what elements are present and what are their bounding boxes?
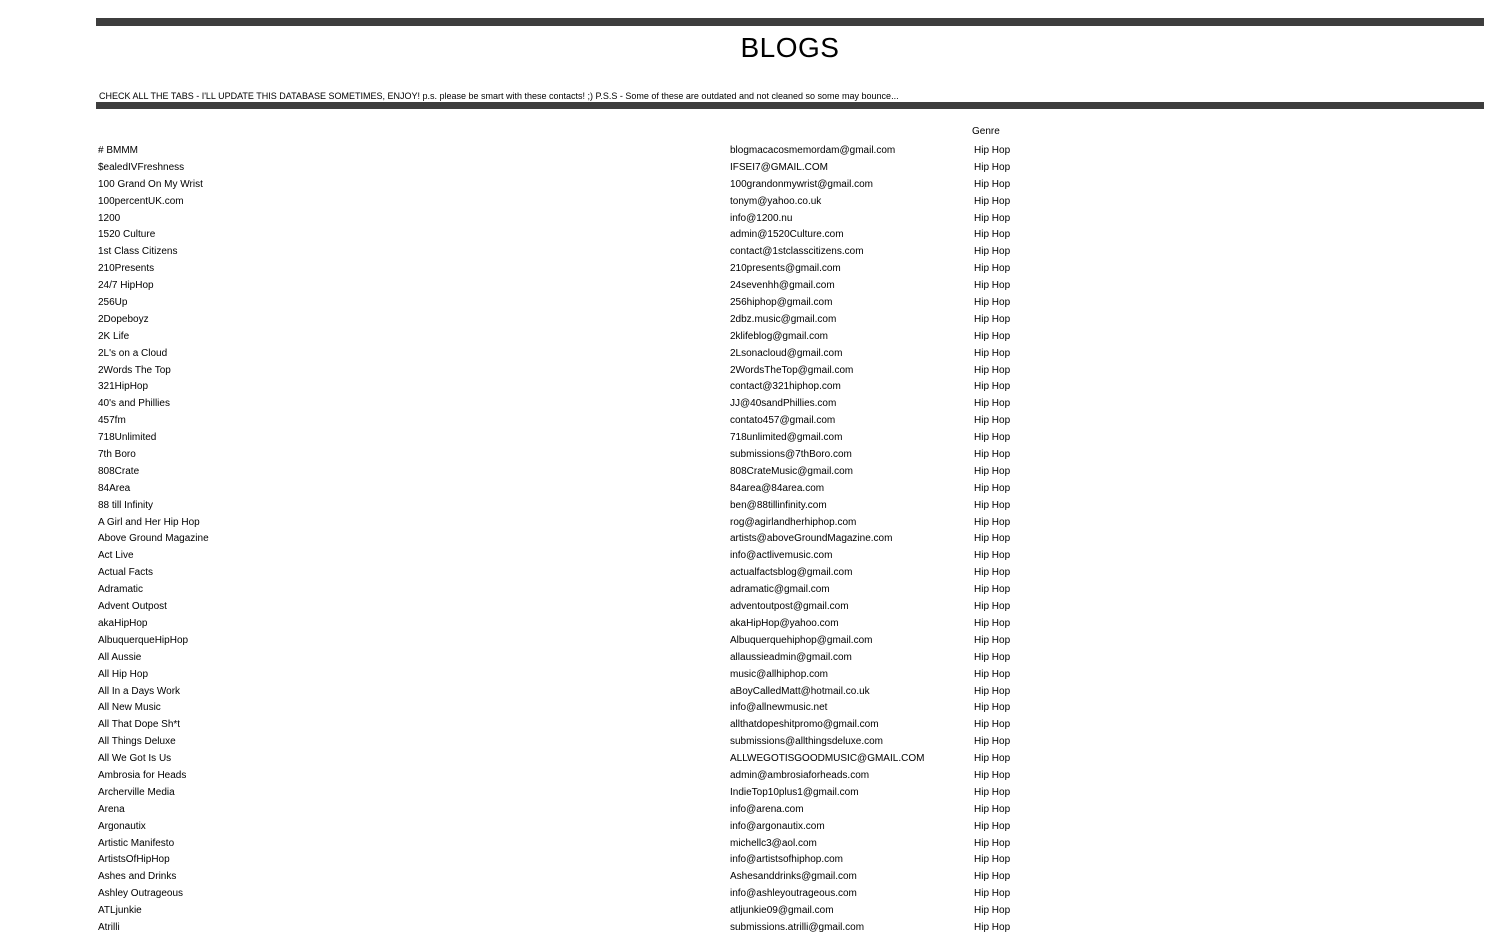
genre-cell[interactable]: Hip Hop: [974, 601, 1011, 613]
table-row[interactable]: [96, 802, 1484, 819]
blog-name-cell[interactable]: 2L's on a Cloud: [98, 347, 168, 359]
blog-name-cell[interactable]: 100percentUK.com: [98, 195, 184, 207]
genre-cell[interactable]: Hip Hop: [974, 449, 1011, 461]
genre-cell[interactable]: Hip Hop: [974, 246, 1011, 258]
blog-name-cell[interactable]: $ealedIVFreshness: [98, 161, 185, 173]
table-row[interactable]: [96, 565, 1484, 582]
email-cell[interactable]: Ashesanddrinks@gmail.com: [730, 871, 857, 883]
table-row[interactable]: [96, 869, 1484, 886]
blog-name-cell[interactable]: 718Unlimited: [98, 432, 157, 444]
genre-cell[interactable]: Hip Hop: [974, 533, 1011, 545]
table-row[interactable]: [96, 194, 1484, 211]
genre-cell[interactable]: Hip Hop: [974, 871, 1011, 883]
blog-name-cell[interactable]: ATLjunkie: [98, 905, 142, 917]
blog-name-cell[interactable]: Arena: [98, 803, 125, 815]
email-cell[interactable]: 718unlimited@gmail.com: [730, 432, 843, 444]
genre-cell[interactable]: Hip Hop: [974, 195, 1011, 207]
blog-name-cell[interactable]: 321HipHop: [98, 381, 149, 393]
email-cell[interactable]: 2klifeblog@gmail.com: [730, 330, 828, 342]
genre-cell[interactable]: Hip Hop: [974, 313, 1011, 325]
genre-cell[interactable]: Hip Hop: [974, 263, 1011, 275]
genre-cell[interactable]: Hip Hop: [974, 330, 1011, 342]
blog-name-cell[interactable]: Act Live: [98, 550, 134, 562]
email-cell[interactable]: 2WordsTheTop@gmail.com: [730, 364, 854, 376]
email-cell[interactable]: allthatdopeshitpromo@gmail.com: [730, 719, 879, 731]
email-cell[interactable]: info@actlivemusic.com: [730, 550, 833, 562]
table-row[interactable]: [96, 582, 1484, 599]
email-cell[interactable]: JJ@40sandPhillies.com: [730, 398, 837, 410]
genre-cell[interactable]: Hip Hop: [974, 921, 1011, 933]
blog-name-cell[interactable]: Adramatic: [98, 584, 144, 596]
blog-name-cell[interactable]: AlbuquerqueHipHop: [98, 634, 189, 646]
genre-cell[interactable]: Hip Hop: [974, 297, 1011, 309]
blog-name-cell[interactable]: akaHipHop: [98, 617, 148, 629]
email-cell[interactable]: aBoyCalledMatt@hotmail.co.uk: [730, 685, 870, 697]
blog-name-cell[interactable]: Ashes and Drinks: [98, 871, 177, 883]
column-header-row: [96, 126, 1484, 143]
genre-cell[interactable]: Hip Hop: [974, 516, 1011, 528]
genre-cell[interactable]: Hip Hop: [974, 685, 1011, 697]
table-row[interactable]: [96, 700, 1484, 717]
email-cell[interactable]: 2Lsonacloud@gmail.com: [730, 347, 843, 359]
table-row[interactable]: [96, 244, 1484, 261]
blog-name-cell[interactable]: A Girl and Her Hip Hop: [98, 516, 200, 528]
blog-name-cell[interactable]: All New Music: [98, 702, 161, 714]
email-cell[interactable]: akaHipHop@yahoo.com: [730, 617, 839, 629]
genre-cell[interactable]: Hip Hop: [974, 854, 1011, 866]
email-cell[interactable]: adramatic@gmail.com: [730, 584, 830, 596]
email-cell[interactable]: submissions.atrilli@gmail.com: [730, 921, 865, 933]
table-row[interactable]: [96, 667, 1484, 684]
blog-name-cell[interactable]: Above Ground Magazine: [98, 533, 209, 545]
genre-cell[interactable]: Hip Hop: [974, 550, 1011, 562]
genre-cell[interactable]: Hip Hop: [974, 786, 1011, 798]
email-cell[interactable]: blogmacacosmemordam@gmail.com: [730, 145, 896, 156]
blog-name-cell[interactable]: 457fm: [98, 415, 126, 427]
genre-cell[interactable]: Hip Hop: [974, 736, 1011, 748]
email-cell[interactable]: 24sevenhh@gmail.com: [730, 280, 835, 292]
blog-list: [96, 143, 1484, 937]
genre-cell[interactable]: Hip Hop: [974, 820, 1011, 832]
table-row[interactable]: [96, 498, 1484, 515]
table-row[interactable]: [96, 295, 1484, 312]
genre-cell[interactable]: Hip Hop: [974, 381, 1011, 393]
genre-cell[interactable]: Hip Hop: [974, 415, 1011, 427]
email-cell[interactable]: 2dbz.music@gmail.com: [730, 313, 837, 325]
genre-cell[interactable]: Hip Hop: [974, 702, 1011, 714]
blog-name-cell[interactable]: 100 Grand On My Wrist: [98, 178, 203, 190]
email-cell[interactable]: info@artistsofhiphop.com: [730, 854, 843, 866]
table-row[interactable]: [96, 396, 1484, 413]
table-row[interactable]: [96, 599, 1484, 616]
table-row[interactable]: [96, 903, 1484, 920]
email-cell[interactable]: atljunkie09@gmail.com: [730, 905, 834, 917]
table-row[interactable]: [96, 768, 1484, 785]
email-cell[interactable]: 808CrateMusic@gmail.com: [730, 465, 853, 477]
genre-cell[interactable]: Hip Hop: [974, 145, 1011, 156]
table-row[interactable]: [96, 633, 1484, 650]
genre-cell[interactable]: Hip Hop: [974, 753, 1011, 765]
table-row[interactable]: [96, 751, 1484, 768]
blog-name-cell[interactable]: Advent Outpost: [98, 601, 167, 613]
blog-name-cell[interactable]: All Hip Hop: [98, 668, 149, 680]
blog-name-cell[interactable]: Argonautix: [98, 820, 146, 832]
table-row[interactable]: [96, 430, 1484, 447]
blog-name-cell[interactable]: All In a Days Work: [98, 685, 181, 697]
table-row[interactable]: [96, 734, 1484, 751]
blog-name-cell[interactable]: All Aussie: [98, 651, 142, 663]
email-cell[interactable]: contact@321hiphop.com: [730, 381, 841, 393]
genre-cell[interactable]: Hip Hop: [974, 212, 1011, 224]
table-row[interactable]: [96, 160, 1484, 177]
blog-name-cell[interactable]: 1200: [98, 212, 121, 224]
blog-name-cell[interactable]: 2Dopeboyz: [98, 313, 149, 325]
genre-cell[interactable]: Hip Hop: [974, 719, 1011, 731]
genre-cell[interactable]: Hip Hop: [974, 364, 1011, 376]
email-cell[interactable]: Albuquerquehiphop@gmail.com: [730, 634, 873, 646]
blog-name-cell[interactable]: 808Crate: [98, 465, 140, 477]
table-row[interactable]: [96, 650, 1484, 667]
genre-column-header: Genre: [972, 126, 1000, 137]
blog-name-cell[interactable]: 24/7 HipHop: [98, 280, 154, 292]
blog-name-cell[interactable]: 1st Class Citizens: [98, 246, 178, 258]
email-cell[interactable]: ben@88tillinfinity.com: [730, 499, 827, 511]
email-cell[interactable]: actualfactsblog@gmail.com: [730, 567, 853, 579]
email-cell[interactable]: submissions@allthingsdeluxe.com: [730, 736, 883, 748]
email-cell[interactable]: submissions@7thBoro.com: [730, 449, 852, 461]
genre-cell[interactable]: Hip Hop: [974, 499, 1011, 511]
blog-name-cell[interactable]: All We Got Is Us: [98, 753, 172, 765]
top-divider: [96, 18, 1484, 26]
table-row[interactable]: [96, 329, 1484, 346]
table-row[interactable]: [96, 177, 1484, 194]
email-cell[interactable]: info@ashleyoutrageous.com: [730, 888, 857, 900]
table-row[interactable]: [96, 886, 1484, 903]
genre-cell[interactable]: Hip Hop: [974, 398, 1011, 410]
spreadsheet-page: [96, 18, 1484, 937]
email-cell[interactable]: info@1200.nu: [730, 212, 793, 224]
page-title: BLOGS: [740, 32, 840, 63]
genre-cell[interactable]: Hip Hop: [974, 567, 1011, 579]
table-row[interactable]: [96, 379, 1484, 396]
email-cell[interactable]: admin@1520Culture.com: [730, 229, 844, 241]
table-row[interactable]: [96, 312, 1484, 329]
blog-name-cell[interactable]: Artistic Manifesto: [98, 837, 175, 849]
genre-cell[interactable]: Hip Hop: [974, 905, 1011, 917]
email-cell[interactable]: ALLWEGOTISGOODMUSIC@GMAIL.COM: [730, 753, 925, 765]
email-cell[interactable]: info@arena.com: [730, 803, 804, 815]
table-row[interactable]: [96, 515, 1484, 532]
email-cell[interactable]: tonym@yahoo.co.uk: [730, 195, 822, 207]
table-row[interactable]: [96, 447, 1484, 464]
blog-name-cell[interactable]: Ambrosia for Heads: [98, 769, 187, 781]
email-cell[interactable]: 100grandonmywrist@gmail.com: [730, 178, 873, 190]
table-row[interactable]: [96, 346, 1484, 363]
genre-cell[interactable]: Hip Hop: [974, 584, 1011, 596]
header-divider: [96, 102, 1484, 109]
email-cell[interactable]: admin@ambrosiaforheads.com: [730, 769, 870, 781]
table-row[interactable]: [96, 616, 1484, 633]
table-row[interactable]: [96, 278, 1484, 295]
email-cell[interactable]: IFSEI7@GMAIL.COM: [730, 161, 828, 173]
email-cell[interactable]: adventoutpost@gmail.com: [730, 601, 849, 613]
blog-name-cell[interactable]: 88 till Infinity: [98, 499, 154, 511]
email-cell[interactable]: contato457@gmail.com: [730, 415, 836, 427]
table-row[interactable]: [96, 531, 1484, 548]
email-cell[interactable]: allaussieadmin@gmail.com: [730, 651, 852, 663]
email-cell[interactable]: music@allhiphop.com: [730, 668, 828, 680]
table-row[interactable]: [96, 464, 1484, 481]
blog-name-cell[interactable]: ArtistsOfHipHop: [98, 854, 170, 866]
genre-cell[interactable]: Hip Hop: [974, 432, 1011, 444]
email-cell[interactable]: contact@1stclasscitizens.com: [730, 246, 864, 258]
blog-name-cell[interactable]: Actual Facts: [98, 567, 154, 579]
genre-cell[interactable]: Hip Hop: [974, 668, 1011, 680]
genre-cell[interactable]: Hip Hop: [974, 178, 1011, 190]
table-row[interactable]: [96, 211, 1484, 228]
blog-name-cell[interactable]: All Things Deluxe: [98, 736, 176, 748]
genre-cell[interactable]: Hip Hop: [974, 617, 1011, 629]
table-row[interactable]: [96, 819, 1484, 836]
genre-cell[interactable]: Hip Hop: [974, 634, 1011, 646]
genre-cell[interactable]: Hip Hop: [974, 837, 1011, 849]
blog-name-cell[interactable]: # BMMM: [98, 145, 138, 156]
table-row[interactable]: [96, 363, 1484, 380]
table-row[interactable]: [96, 143, 1484, 160]
email-cell[interactable]: info@allnewmusic.net: [730, 702, 828, 714]
table-row[interactable]: [96, 785, 1484, 802]
table-row[interactable]: [96, 836, 1484, 853]
email-cell[interactable]: 210presents@gmail.com: [730, 263, 841, 275]
table-row[interactable]: [96, 920, 1484, 937]
blog-name-cell[interactable]: 2K Life: [98, 330, 130, 342]
blog-name-cell[interactable]: 84Area: [98, 482, 131, 494]
genre-cell[interactable]: Hip Hop: [974, 651, 1011, 663]
genre-cell[interactable]: Hip Hop: [974, 161, 1011, 173]
blog-name-cell[interactable]: 210Presents: [98, 263, 155, 275]
table-row[interactable]: [96, 261, 1484, 278]
table-row[interactable]: [96, 548, 1484, 565]
table-row[interactable]: [96, 717, 1484, 734]
blog-name-cell[interactable]: 1520 Culture: [98, 229, 156, 241]
email-cell[interactable]: 256hiphop@gmail.com: [730, 297, 833, 309]
email-cell[interactable]: info@argonautix.com: [730, 820, 825, 832]
table-row[interactable]: [96, 481, 1484, 498]
email-cell[interactable]: 84area@84area.com: [730, 482, 825, 494]
email-cell[interactable]: artists@aboveGroundMagazine.com: [730, 533, 893, 545]
genre-cell[interactable]: Hip Hop: [974, 769, 1011, 781]
genre-cell[interactable]: Hip Hop: [974, 888, 1011, 900]
blog-name-cell[interactable]: 40's and Phillies: [98, 398, 170, 410]
table-row[interactable]: [96, 852, 1484, 869]
genre-cell[interactable]: Hip Hop: [974, 803, 1011, 815]
genre-cell[interactable]: Hip Hop: [974, 347, 1011, 359]
blog-name-cell[interactable]: 2Words The Top: [98, 364, 171, 376]
table-row[interactable]: [96, 684, 1484, 701]
genre-cell[interactable]: Hip Hop: [974, 229, 1011, 241]
blog-name-cell[interactable]: 7th Boro: [98, 449, 136, 461]
blog-name-cell[interactable]: 256Up: [98, 297, 128, 309]
page-note: CHECK ALL THE TABS - I'LL UPDATE THIS DATABASE SOMETIMES, ENJOY! p.s. please be smart with these contacts! ;) P.S.S - Some of these are outdated and not cleaned so some may bounce...: [99, 91, 899, 101]
blog-name-cell[interactable]: All That Dope Sh*t: [98, 719, 181, 731]
genre-cell[interactable]: Hip Hop: [974, 482, 1011, 494]
genre-cell[interactable]: Hip Hop: [974, 465, 1011, 477]
email-cell[interactable]: michellc3@aol.com: [730, 837, 817, 849]
blog-name-cell[interactable]: Ashley Outrageous: [98, 888, 184, 900]
table-row[interactable]: [96, 413, 1484, 430]
table-row[interactable]: [96, 227, 1484, 244]
genre-cell[interactable]: Hip Hop: [974, 280, 1011, 292]
email-cell[interactable]: rog@agirlandherhiphop.com: [730, 516, 857, 528]
email-cell[interactable]: IndieTop10plus1@gmail.com: [730, 786, 859, 798]
blog-name-cell[interactable]: Atrilli: [98, 921, 120, 933]
blog-name-cell[interactable]: Archerville Media: [98, 786, 175, 798]
